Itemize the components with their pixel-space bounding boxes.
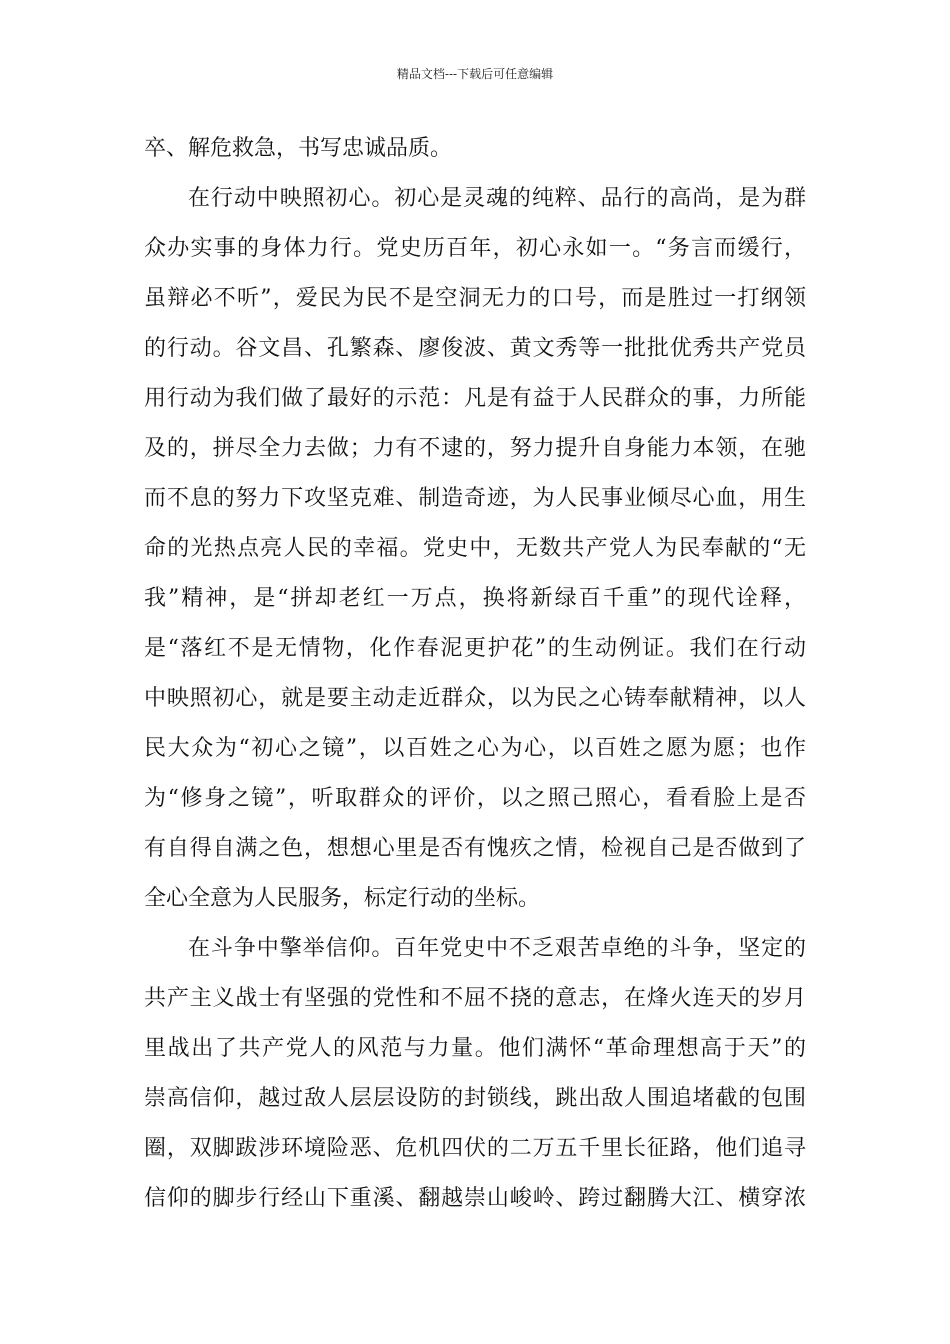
text-line: 我”精神，是“拼却老红一万点，换将新绿百千重”的现代诠释， bbox=[144, 586, 806, 611]
paragraph-first-line: 在行动中映照初心。初心是灵魂的纯粹、品行的高尚，是为群 bbox=[188, 186, 806, 211]
text-line: 的行动。谷文昌、孔繁森、廖俊波、黄文秀等一批批优秀共产党员 bbox=[144, 336, 806, 361]
text-line: 全心全意为人民服务，标定行动的坐标。 bbox=[144, 886, 541, 911]
document-body bbox=[144, 124, 806, 1224]
text-line: 为“修身之镜”，听取群众的评价，以之照己照心，看看脸上是否 bbox=[144, 786, 806, 811]
paragraph-first-line: 在斗争中擎举信仰。百年党史中不乏艰苦卓绝的斗争，坚定的 bbox=[188, 936, 806, 961]
text-line: 众办实事的身体力行。党史历百年，初心永如一。“务言而缓行， bbox=[144, 236, 806, 261]
text-line: 是“落红不是无情物，化作春泥更护花”的生动例证。我们在行动 bbox=[144, 636, 806, 661]
text-line: 崇高信仰，越过敌人层层设防的封锁线，跳出敌人围追堵截的包围 bbox=[144, 1086, 806, 1111]
text-line: 及的，拼尽全力去做；力有不逮的，努力提升自身能力本领，在驰 bbox=[144, 436, 806, 461]
text-line: 民大众为“初心之镜”，以百姓之心为心，以百姓之愿为愿；也作 bbox=[144, 736, 806, 761]
text-line: 卒、解危救急，书写忠诚品质。 bbox=[144, 136, 453, 161]
text-line: 圈，双脚跋涉环境险恶、危机四伏的二万五千里长征路，他们追寻 bbox=[144, 1136, 806, 1161]
text-line: 用行动为我们做了最好的示范：凡是有益于人民群众的事，力所能 bbox=[144, 386, 806, 411]
text-line: 而不息的努力下攻坚克难、制造奇迹，为人民事业倾尽心血，用生 bbox=[144, 486, 806, 511]
text-line: 共产主义战士有坚强的党性和不屈不挠的意志，在烽火连天的岁月 bbox=[144, 986, 806, 1011]
text-line: 里战出了共产党人的风范与力量。他们满怀“革命理想高于天”的 bbox=[144, 1036, 806, 1061]
text-line: 信仰的脚步行经山下重溪、翻越崇山峻岭、跨过翻腾大江、横穿浓 bbox=[144, 1186, 806, 1211]
text-line: 虽辩必不听”，爱民为民不是空洞无力的口号，而是胜过一打纲领 bbox=[144, 286, 806, 311]
page-header: 精品文档---下载后可任意编辑 bbox=[396, 67, 554, 81]
text-line: 有自得自满之色，想想心里是否有愧疚之情，检视自己是否做到了 bbox=[144, 836, 806, 861]
text-line: 中映照初心，就是要主动走近群众，以为民之心铸奉献精神，以人 bbox=[144, 686, 806, 711]
text-line: 命的光热点亮人民的幸福。党史中，无数共产党人为民奉献的“无 bbox=[144, 536, 806, 561]
